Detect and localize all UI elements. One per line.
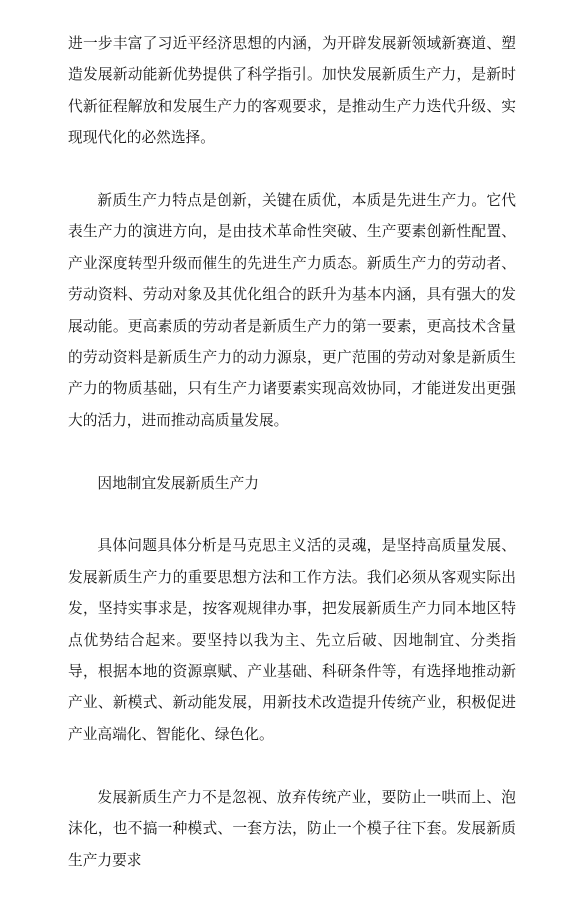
paragraph-local-conditions: 具体问题具体分析是马克思主义活的灵魂，是坚持高质量发展、发展新质生产力的重要思想方法和工作方法。我们必须从客观实际出发，坚持实事求是，按客观规律办事，把发展新质生产力同本地区特点优势结合起来。要坚持以我为主、先立后破、因地制宜、分类指导，根据本地的资源禀赋、产业基础、科研条件等，有选择地推动新产业、新模式、新动能发展，用新技术改造提升传统产业，积极促进产业高端化、智能化、绿色化。 — [68, 537, 516, 743]
document-page — [68, 28, 516, 907]
section-heading: 因地制宜发展新质生产力 — [97, 474, 259, 492]
paragraph-characteristics: 新质生产力特点是创新，关键在质优，本质是先进生产力。它代表生产力的演进方向，是由技术革命性突破、生产要素创新性配置、产业深度转型升级而催生的先进生产力质态。新质生产力的劳动者、劳动资料、劳动对象及其优化组合的跃升为基本内涵，具有强大的发展动能。更高素质的劳动者是新质生产力的第一要素，更高技术含量的劳动资料是新质生产力的动力源泉，更广范围的劳动对象是新质生产力的物质基础，只有生产力诸要素实现高效协同，才能迸发出更强大的活力，进而推动高质量发展。 — [68, 192, 516, 429]
paragraph-traditional-industry: 发展新质生产力不是忽视、放弃传统产业，要防止一哄而上、泡沫化，也不搞一种模式、一套方法，防止一个模子往下套。发展新质生产力要求 — [68, 788, 516, 869]
paragraph-continuation: 进一步丰富了习近平经济思想的内涵，为开辟发展新领域新赛道、塑造发展新动能新优势提供了科学指引。加快发展新质生产力，是新时代新征程解放和发展生产力的客观要求，是推动生产力迭代升级、实现现代化的必然选择。 — [68, 35, 516, 147]
